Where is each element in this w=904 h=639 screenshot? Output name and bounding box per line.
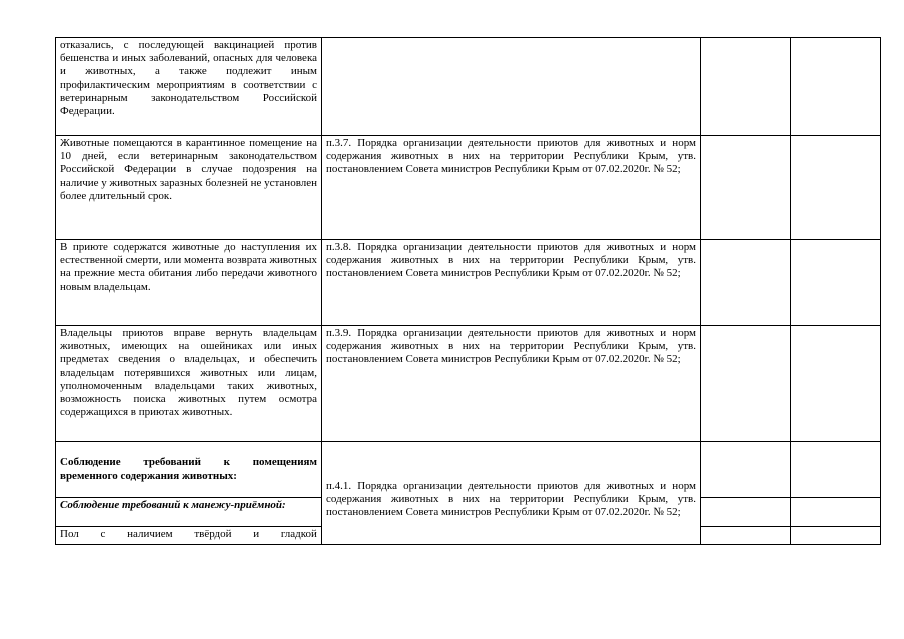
requirement-text-truncated (56, 527, 322, 545)
legal-reference: п.4.1. Порядка организации деятельности приютов для животных и норм содержания животных в них на территории Республики Крым, утв. постановлением Совета министров Республики Крым от 07.02.2020г. № 52; (322, 442, 701, 545)
table-row (56, 442, 881, 498)
empty-cell (701, 527, 791, 545)
requirement-text: Животные помещаются в карантинное помещение на 10 дней, если ветеринарным законодательством Российской Федерации в случае подозрения на наличие у животных заразных болезней не установлен более длительный срок. (56, 136, 322, 240)
empty-cell (701, 136, 791, 240)
empty-cell (791, 240, 881, 326)
legal-reference: п.3.8. Порядка организации деятельности приютов для животных и норм содержания животных в них на территории Республики Крым, утв. постановлением Совета министров Республики Крым от 07.02.2020г. № 52; (322, 240, 701, 326)
requirement-text: отказались, с последующей вакцинацией против бешенства и иных заболеваний, опасных для человека и животных, а также подлежит иным профилактическим мероприятиям в соответствии с ветеринарным законодательством Российской Федерации. (56, 38, 322, 136)
requirement-text: В приюте содержатся животные до наступления их естественной смерти, или момента возврата животных на прежние места обитания либо передачи животного новым владельцам. (56, 240, 322, 326)
empty-cell (791, 498, 881, 527)
requirements-table (55, 37, 881, 545)
table-row (56, 136, 881, 240)
empty-cell (791, 442, 881, 498)
word: Пол (60, 528, 79, 540)
requirement-text: Владельцы приютов вправе вернуть владельцам животных, имеющих на ошейниках или иных предметах сведения о владельцах, и обеспечить владельцам потерявшихся животных или лицам, уполномоченным владельцами таких животных, возможность поиска животных путем осмотра содержащихся в приютах животных. (56, 326, 322, 442)
empty-cell (701, 326, 791, 442)
section-subheading: Соблюдение требований к манежу-приёмной: (56, 498, 322, 527)
empty-cell (701, 442, 791, 498)
word: твёрдой (194, 528, 232, 540)
table-row (56, 240, 881, 326)
legal-reference (322, 38, 701, 136)
word: и (253, 528, 260, 540)
legal-reference: п.3.9. Порядка организации деятельности приютов для животных и норм содержания животных в них на территории Республики Крым, утв. постановлением Совета министров Республики Крым от 07.02.2020г. № 52; (322, 326, 701, 442)
section-heading: Соблюдение требований к помещениям временного содержания животных: (56, 442, 322, 498)
word: гладкой (280, 528, 317, 540)
table-row (56, 38, 881, 136)
empty-cell (791, 38, 881, 136)
empty-cell (791, 326, 881, 442)
empty-cell (701, 38, 791, 136)
empty-cell (791, 136, 881, 240)
word: наличием (127, 528, 173, 540)
legal-reference: п.3.7. Порядка организации деятельности приютов для животных и норм содержания животных в них на территории Республики Крым, утв. постановлением Совета министров Республики Крым от 07.02.2020г. № 52; (322, 136, 701, 240)
word: с (100, 528, 106, 540)
empty-cell (701, 498, 791, 527)
empty-cell (701, 240, 791, 326)
empty-cell (791, 527, 881, 545)
table-row (56, 326, 881, 442)
